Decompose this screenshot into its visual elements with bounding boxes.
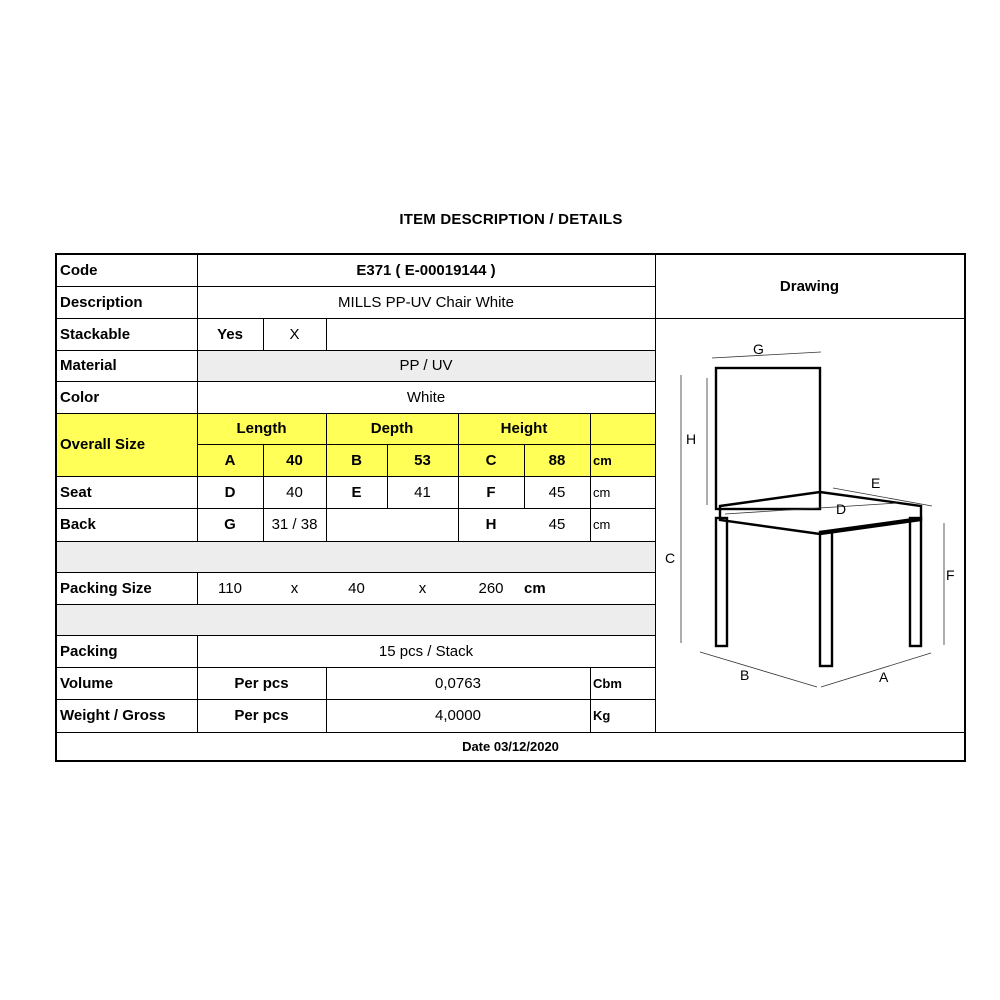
packing-x-2: x	[418, 579, 427, 597]
seat-e-value: 41	[414, 483, 431, 501]
seat-f-letter: F	[486, 483, 496, 501]
color-label: Color	[60, 388, 100, 406]
code-value: E371 ( E-00019144 )	[356, 262, 496, 279]
overall-size-label: Overall Size	[60, 436, 146, 453]
back-label: Back	[60, 516, 96, 533]
weight-unit: Kg	[593, 708, 611, 723]
item-details-sheet	[55, 253, 966, 762]
drawing-letter-a: A	[879, 669, 889, 685]
back-g-value: 31 / 38	[271, 516, 318, 533]
drawing-letter-g: G	[753, 341, 764, 357]
volume-unit: Cbm	[593, 675, 622, 691]
description-value: MILLS PP-UV Chair White	[338, 293, 514, 311]
weight-per: Per pcs	[234, 707, 289, 724]
packing-label: Packing	[60, 642, 118, 660]
seat-unit: cm	[593, 484, 611, 500]
seat-d-value: 40	[286, 483, 303, 501]
seat-d-letter: D	[224, 483, 236, 501]
drawing-letter-c: C	[665, 550, 676, 566]
depth-header: Depth	[370, 420, 414, 437]
overall-height-letter: C	[485, 451, 497, 469]
seat-f-value: 45	[548, 483, 566, 501]
spacer-row-2	[57, 604, 655, 635]
packing-height: 260	[478, 579, 504, 597]
packing-value: 15 pcs / Stack	[378, 642, 474, 660]
packing-size-unit: cm	[524, 579, 546, 597]
overall-length-letter: A	[224, 451, 236, 469]
drawing-letter-h: H	[686, 431, 697, 447]
code-label: Code	[60, 262, 98, 279]
weight-label: Weight / Gross	[60, 707, 166, 724]
material-label: Material	[60, 357, 117, 374]
seat-e-letter: E	[351, 483, 362, 501]
spacer-row-1	[57, 541, 655, 572]
drawing-letter-e: E	[871, 475, 881, 491]
drawing-label: Drawing	[779, 278, 840, 295]
drawing-letter-f: F	[946, 567, 955, 583]
drawing-letter-d: D	[836, 501, 847, 517]
overall-size-unit: cm	[593, 452, 612, 468]
packing-length: 110	[218, 579, 242, 597]
overall-height-value: 88	[548, 451, 566, 469]
back-h-letter: H	[485, 516, 497, 533]
date-footer: Date 03/12/2020	[462, 738, 559, 754]
stackable-mark: X	[289, 325, 300, 343]
volume-value: 0,0763	[435, 674, 481, 692]
color-value: White	[406, 388, 446, 406]
material-value: PP / UV	[399, 357, 453, 374]
packing-size-label: Packing Size	[60, 579, 152, 597]
overall-depth-letter: B	[351, 451, 362, 469]
back-h-value: 45	[548, 516, 566, 533]
back-unit: cm	[593, 517, 611, 532]
drawing-letter-b: B	[740, 667, 750, 683]
overall-length-value: 40	[286, 451, 303, 469]
length-header: Length	[236, 420, 287, 437]
volume-per: Per pcs	[234, 674, 289, 692]
packing-width: 40	[348, 579, 365, 597]
document-title: ITEM DESCRIPTION / DETAILS	[399, 211, 623, 228]
weight-value: 4,0000	[435, 707, 481, 724]
back-g-letter: G	[224, 516, 236, 533]
stackable-value: Yes	[217, 325, 243, 343]
seat-label: Seat	[60, 483, 92, 501]
overall-depth-value: 53	[414, 451, 431, 469]
height-header: Height	[500, 420, 548, 437]
packing-x-1: x	[290, 579, 299, 597]
chair-dimension-drawing	[655, 318, 966, 732]
volume-label: Volume	[60, 674, 114, 692]
description-label: Description	[60, 293, 143, 311]
stackable-label: Stackable	[60, 325, 131, 343]
